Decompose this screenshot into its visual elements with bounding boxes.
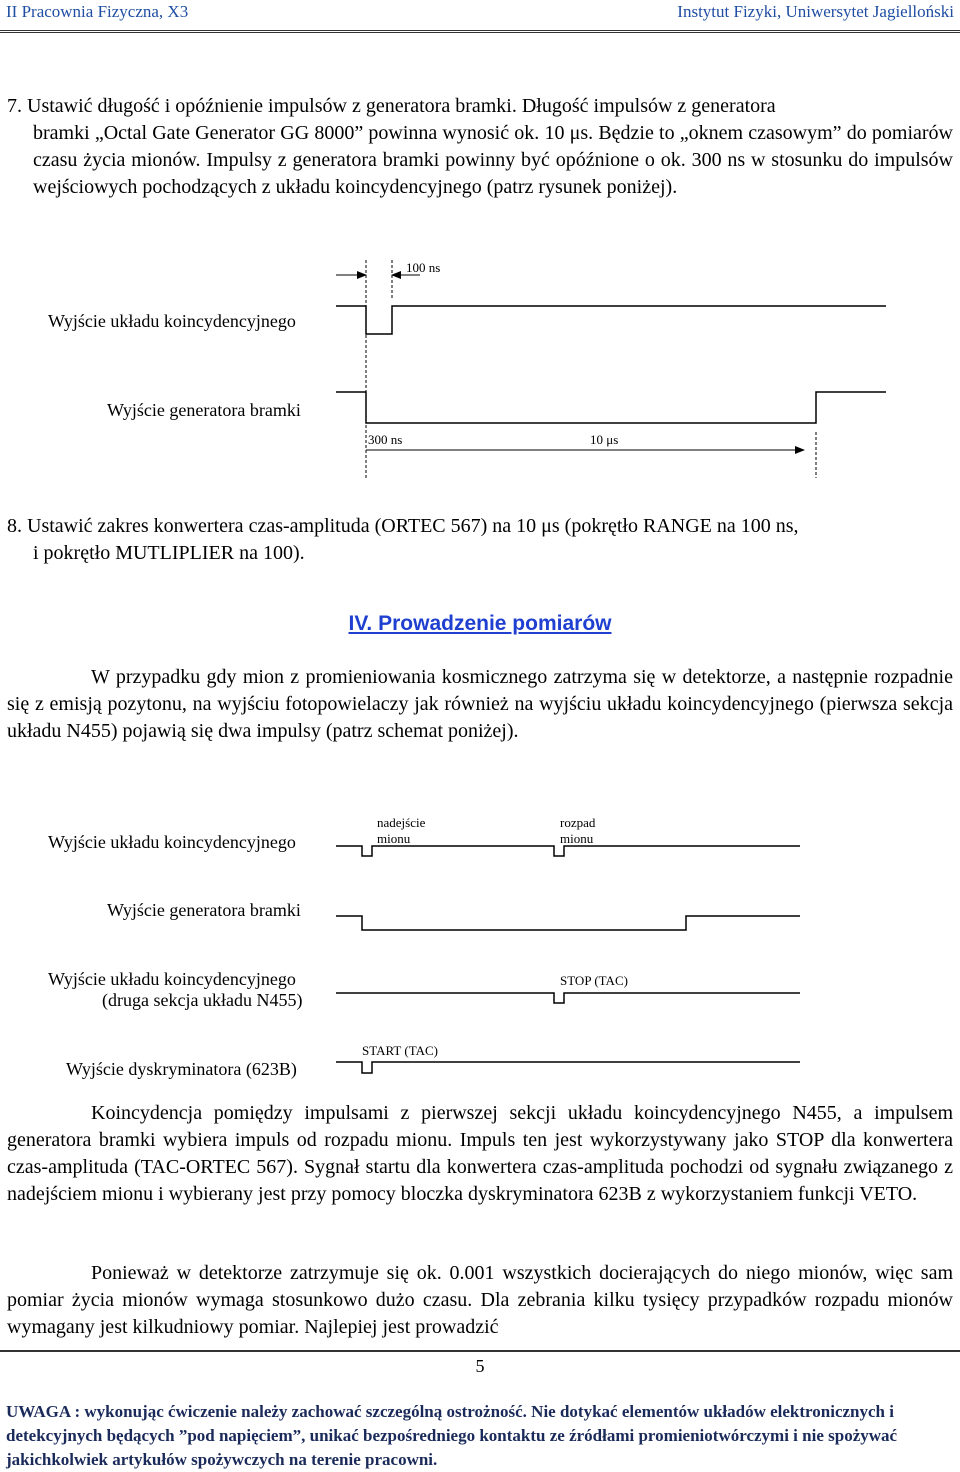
footer-rule <box>0 1350 960 1352</box>
coinc-pulse-1 <box>336 306 886 334</box>
coinc-pulses-2 <box>336 846 800 856</box>
paragraph-measurement-intro: W przypadku gdy mion z promieniowania kosmicznego zatrzyma się w detektorze, a następnie rozpadnie się z emisją pozytonu, na wyjściu fotopowielaczy jak również na wyjściu układu koincydencyjnego (pierwsza sekcja układu N455) pojawią się dwa impulsy (patrz schemat poniżej). <box>7 666 953 742</box>
start-pulse <box>336 1062 800 1073</box>
label-decay-a: rozpad <box>560 815 596 830</box>
label-coinc-output-2: Wyjście układu koincydencyjnego <box>48 832 296 852</box>
step-8 <box>7 513 953 567</box>
paragraph-coincidence: Koincydencja pomiędzy impulsami z pierwszej sekcji układu koincydencyjnego N455, a impulsem generatora bramki wybiera impuls od rozpadu mionu. Impuls ten jest wykorzystywany jako STOP dla konwertera czas-amplituda (TAC-ORTEC 567). Sygnał startu dla konwertera czas-amplituda pochodzi od sygnału związanego z nadejściem mionu i wybierany jest przy pomocy bloczka dyskryminatora 623B z wykorzystaniem funkcji VETO. <box>7 1102 953 1205</box>
label-stop-tac: STOP (TAC) <box>560 973 628 988</box>
label-arrival-b: mionu <box>377 831 411 846</box>
dim-10us: 10 μs <box>590 432 619 447</box>
label-coinc-second-a: Wyjście układu koincydencyjnego <box>48 969 296 989</box>
label-arrival-a: nadejście <box>377 815 426 830</box>
paragraph-duration: Ponieważ w detektorze zatrzymuje się ok. 0.001 wszystkich docierających do niego mionów, więc sam pomiar życia mionów wymaga stosunkowo dużo czasu. Dla zebrania kilku tysięcy przypadków rozpadu mionów wymagany jest kilkudniowy pomiar. Najlepiej jest prowadzić <box>7 1262 953 1338</box>
step-7-number: 7. <box>7 95 22 117</box>
label-coinc-second-b: (druga sekcja układu N455) <box>102 990 303 1010</box>
label-gate-output: Wyjście generatora bramki <box>107 400 301 420</box>
label-gate-output-2: Wyjście generatora bramki <box>107 900 301 920</box>
label-coinc-output: Wyjście układu koincydencyjnego <box>48 311 296 331</box>
dim-300ns: 300 ns <box>368 432 403 447</box>
safety-warning: UWAGA : wykonując ćwiczenie należy zachować szczególną ostrożność. Nie dotykać elementów układów elektronicznych i detekcyjnych będących ”pod napięciem”, unikać bezpośredniego kontaktu ze źródłami promieniotwórczymi i nie spożywać jakichkolwiek artykułów spożywczych na terenie pracowni. <box>6 1402 898 1469</box>
dim-100ns: 100 ns <box>406 260 441 275</box>
gate-pulse-2 <box>336 916 800 930</box>
step-7-line1: Ustawić długość i opóźnienie impulsów z generatora bramki. Długość impulsów z generatora <box>27 95 776 117</box>
step-8-line1: Ustawić zakres konwertera czas-amplituda (ORTEC 567) na 10 μs (pokrętło RANGE na 100 ns, <box>27 515 799 537</box>
page-number: 5 <box>475 1356 485 1376</box>
step-8-text: i pokrętło MUTLIPLIER na 100). <box>33 542 305 564</box>
label-start-tac: START (TAC) <box>362 1043 438 1058</box>
step-8-number: 8. <box>7 515 22 537</box>
header-institute: Instytut Fizyki, Uniwersytet Jagielloński <box>677 2 954 21</box>
label-discriminator: Wyjście dyskryminatora (623B) <box>66 1059 297 1079</box>
section-title: IV. Prowadzenie pomiarów <box>348 612 612 635</box>
stop-pulse <box>336 993 800 1003</box>
gate-pulse-1 <box>336 392 886 423</box>
label-decay-b: mionu <box>560 831 594 846</box>
header-course: II Pracownia Fizyczna, X3 <box>6 2 189 21</box>
step-7-text: bramki „Octal Gate Generator GG 8000” powinna wynosić ok. 10 μs. Będzie to „oknem czasowym” do pomiarów czasu życia mionów. Impulsy z generatora bramki powinny być opóźnione o ok. 300 ns w stosunku do impulsów wejściowych pochodzących z układu koincydencyjnego (patrz rysunek poniżej). <box>33 122 953 198</box>
